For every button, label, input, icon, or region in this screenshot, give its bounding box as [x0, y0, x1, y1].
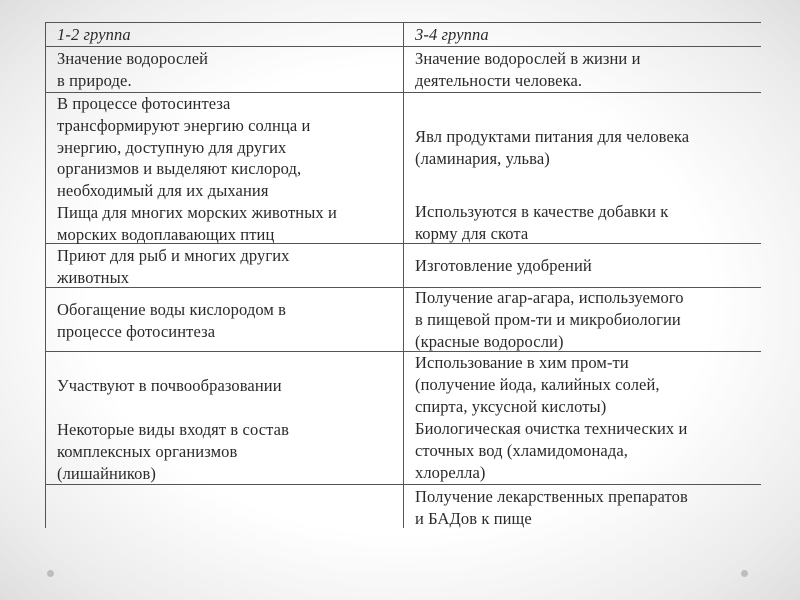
divider	[403, 22, 404, 528]
header-group-1-2: 1-2 группа	[57, 25, 131, 44]
cell-human-food: Явл продуктами питания для человека (ламинария, ульва)	[415, 127, 690, 168]
cell-soil: Участвуют в почвообразовании	[57, 376, 282, 395]
cell-nature-title: Значение водорослей в природе.	[57, 49, 209, 90]
decor-dot	[741, 570, 748, 577]
cell-feed-additive: Используются в качестве добавки к корму для скота	[415, 202, 669, 243]
cell-medicine: Получение лекарственных препаратов и БАДов к пище	[415, 487, 688, 528]
cell-fertilizers: Изготовление удобрений	[415, 256, 592, 275]
cell-food-animals: Пища для многих морских животных и морских водоплавающих птиц	[57, 203, 337, 244]
cell-lichens: Некоторые виды входят в состав комплексных организмов (лишайников)	[57, 420, 289, 483]
cell-shelter: Приют для рыб и многих других животных	[57, 246, 290, 287]
cell-chemical: Использование в хим пром-ти (получение йода, калийных солей, спирта, уксусной кислоты)	[415, 353, 660, 416]
header-group-3-4: 3-4 группа	[415, 25, 489, 44]
decor-dot	[47, 570, 54, 577]
cell-agar: Получение агар-агара, используемого в пищевой пром-ти и микробиологии (красные водоросли)	[415, 288, 684, 351]
cell-water-treatment: Биологическая очистка технических и сточных вод (хламидомонада, хлорелла)	[415, 419, 688, 482]
divider	[45, 22, 46, 528]
cell-oxygen: Обогащение воды кислородом в процессе фотосинтеза	[57, 300, 287, 341]
cell-photosynthesis: В процессе фотосинтеза трансформируют энергию солнца и энергию, доступную для других организмов и выделяют кислород, необходимый для их дыхания	[57, 94, 311, 201]
cell-human-title: Значение водорослей в жизни и деятельности человека.	[415, 49, 641, 90]
